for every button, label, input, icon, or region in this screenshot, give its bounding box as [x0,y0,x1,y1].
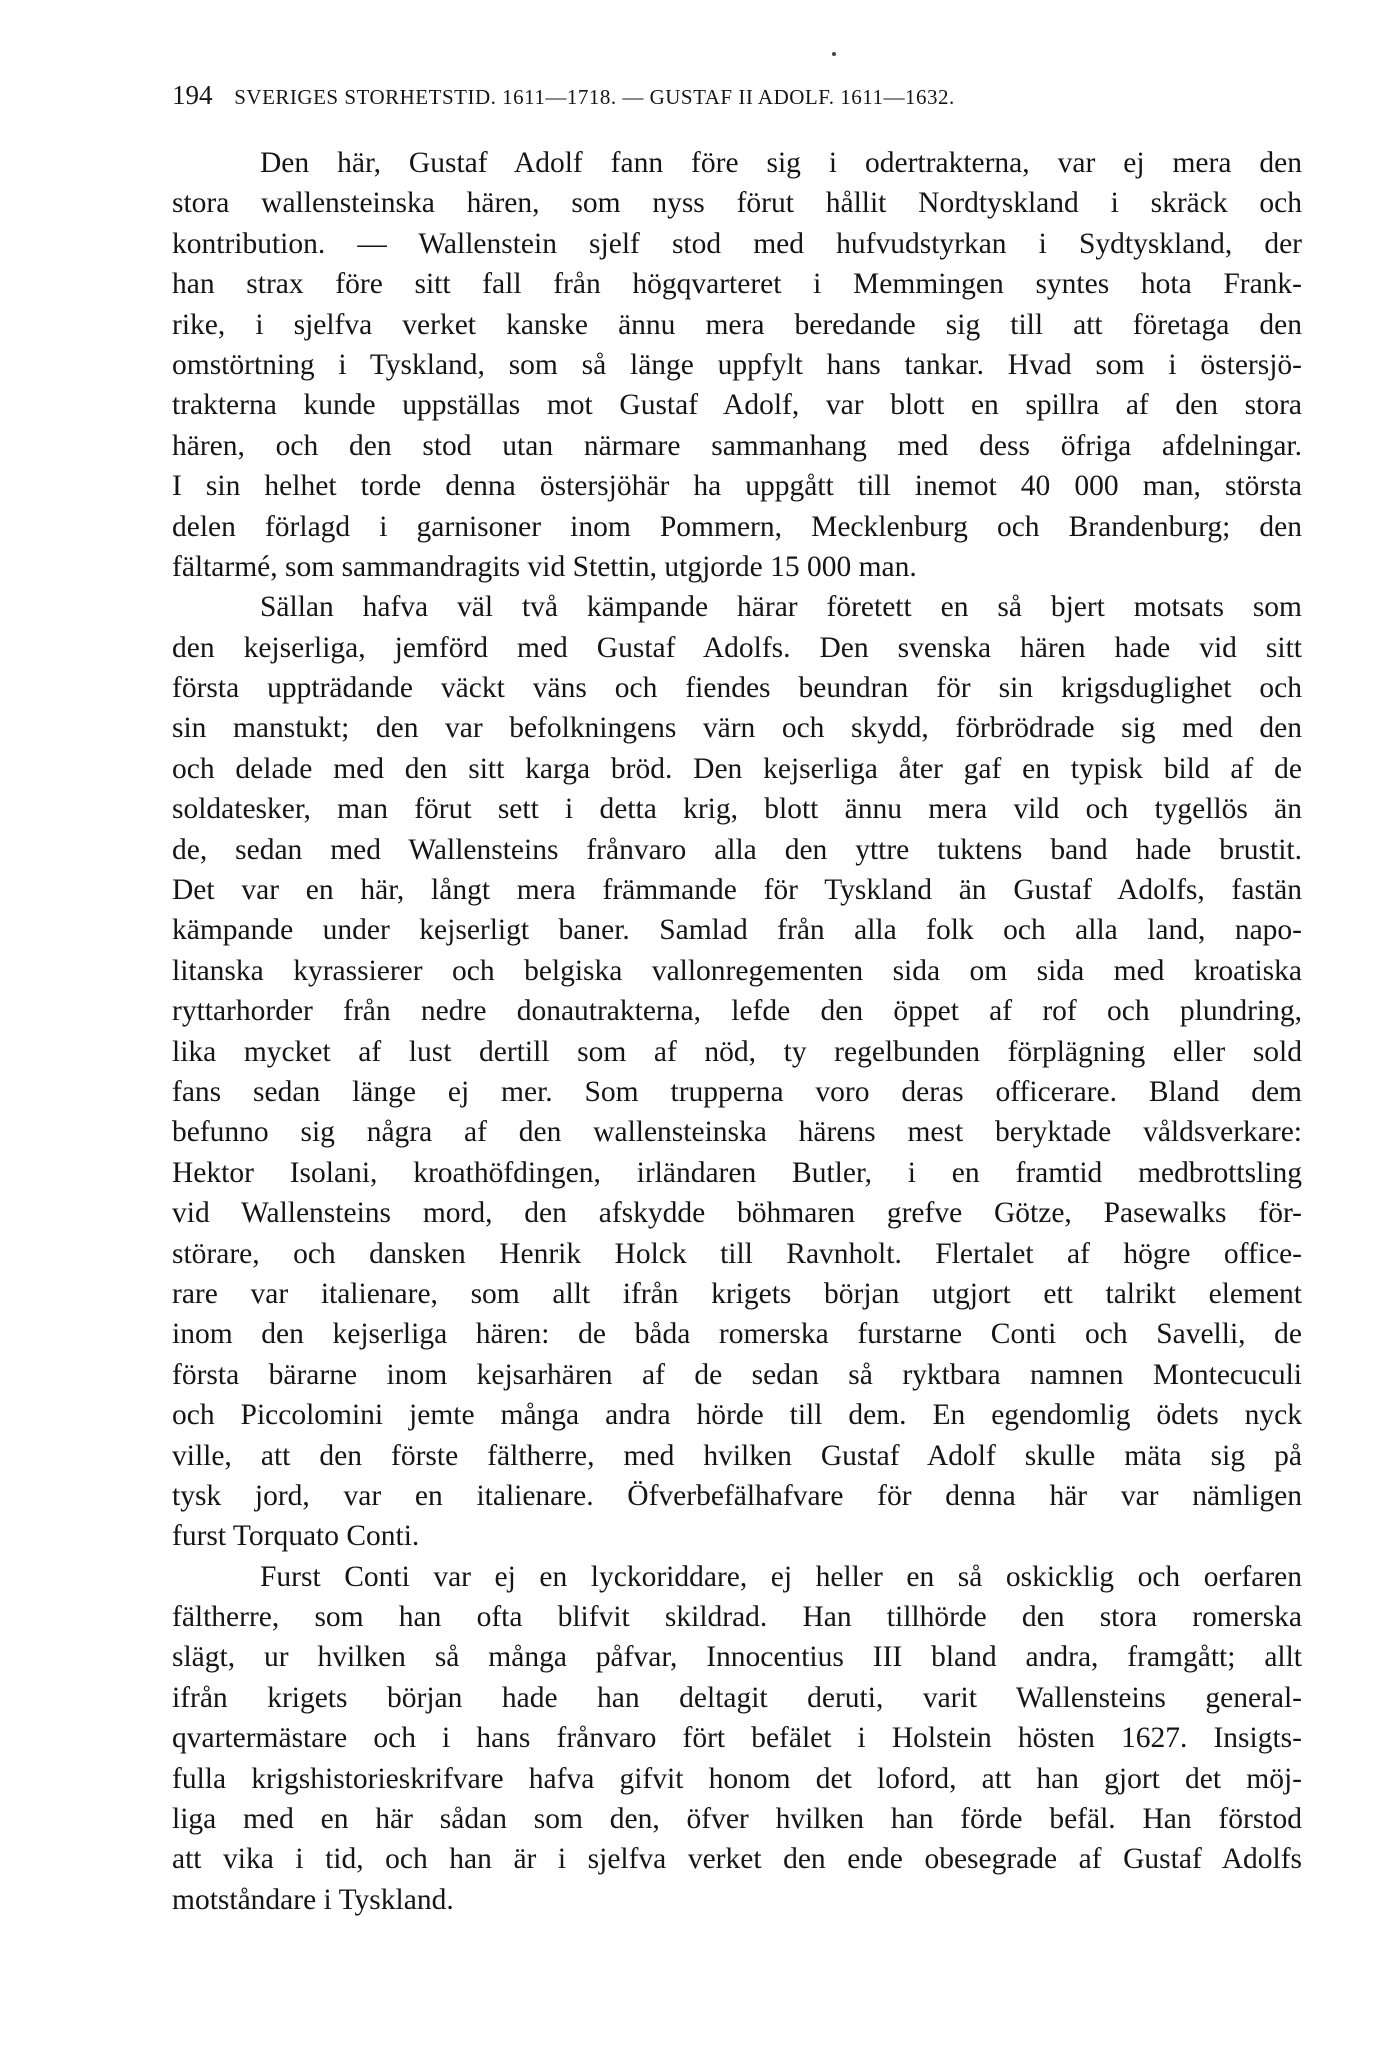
paragraph [172,587,1302,1556]
text-line: ville, att den förste fältherre, med hvilken Gustaf Adolf skulle mäta sig på [172,1439,1302,1472]
text-line: Sällan hafva väl två kämpande härar företett en så bjert motsats som [260,591,1302,624]
text-line: I sin helhet torde denna östersjöhär ha uppgått till inemot 40 000 man, största [172,470,1302,503]
print-speck [832,52,836,56]
text-line: sin manstukt; den var befolkningens värn och skydd, förbrödrade sig med den [172,712,1302,745]
text-line: kontribution. — Wallenstein sjelf stod med hufvudstyrkan i Sydtyskland, der [172,227,1302,260]
body-text [172,143,1302,1920]
text-line: befunno sig några af den wallensteinska härens mest beryktade våldsverkare: [172,1116,1302,1149]
text-line: soldatesker, man förut sett i detta krig, blott ännu mera vild och tygellös än [172,793,1302,826]
text-line: rare var italienare, som allt ifrån krigets början utgjort ett talrikt element [172,1277,1302,1310]
text-line: störare, och dansken Henrik Holck till Ravnholt. Flertalet af högre office- [172,1237,1302,1270]
text-line: första uppträdande väckt väns och fiendes beundran för sin krigsduglighet och [172,672,1302,705]
text-line: kämpande under kejserligt baner. Samlad från alla folk och alla land, napo- [172,914,1302,947]
text-line: fulla krigshistorieskrifvare hafva gifvit honom det loford, att han gjort det möj- [172,1762,1302,1795]
text-line: qvartermästare och i hans frånvaro fört befälet i Holstein hösten 1627. Insigts- [172,1722,1302,1755]
text-line: Furst Conti var ej en lyckoriddare, ej heller en så oskicklig och oerfaren [260,1560,1302,1593]
text-line: delen förlagd i garnisoner inom Pommern, Mecklenburg och Brandenburg; den [172,510,1302,543]
text-line: och delade med den sitt karga bröd. Den kejserliga åter gaf en typisk bild af de [172,752,1302,785]
text-line: Den här, Gustaf Adolf fann före sig i odertrakterna, var ej mera den [260,147,1302,179]
text-line: och Piccolomini jemte många andra hörde till dem. En egendomlig ödets nyck [172,1399,1302,1432]
text-line: liga med en här sådan som den, öfver hvilken han förde befäl. Han förstod [172,1803,1302,1836]
text-line: trakterna kunde uppställas mot Gustaf Adolf, var blott en spillra af den stora [172,389,1302,422]
text-line: Hektor Isolani, kroathöfdingen, irländaren Butler, i en framtid medbrottsling [172,1156,1302,1189]
paragraph [172,1557,1302,1921]
text-line: han strax före sitt fall från högqvarteret i Memmingen syntes hota Frank- [172,268,1302,301]
text-line: litanska kyrassierer och belgiska vallonregementen sida om sida med kroatiska [172,954,1302,987]
text-line: fältherre, som han ofta blifvit skildrad. Han tillhörde den stora romerska [172,1601,1302,1634]
text-line: furst Torquato Conti. [172,1520,420,1553]
text-line: motståndare i Tyskland. [172,1883,454,1916]
text-line: att vika i tid, och han är i sjelfva verket den ende obesegrade af Gustaf Adolfs [172,1843,1302,1876]
text-line: vid Wallensteins mord, den afskydde böhmaren grefve Götze, Pasewalks för- [172,1197,1302,1230]
text-line: tysk jord, var en italienare. Öfverbefälhafvare för denna här var nämligen [172,1479,1302,1512]
text-line: rike, i sjelfva verket kanske ännu mera beredande sig till att företaga den [172,308,1302,341]
text-line: ifrån krigets början hade han deltagit deruti, varit Wallensteins general- [172,1681,1302,1714]
text-line: första bärarne inom kejsarhären af de sedan så ryktbara namnen Montecuculi [172,1358,1302,1391]
text-line: lika mycket af lust dertill som af nöd, ty regelbunden förplägning eller sold [172,1035,1302,1068]
text-line: stora wallensteinska hären, som nyss förut hållit Nordtyskland i skräck och [172,187,1302,220]
text-line: den kejserliga, jemförd med Gustaf Adolfs. Den svenska hären hade vid sitt [172,631,1302,664]
text-line: Det var en här, långt mera främmande för Tyskland än Gustaf Adolfs, fastän [172,874,1302,907]
running-title: SVERIGES STORHETSTID. 1611—1718. — GUSTAF II ADOLF. 1611—1632. [234,85,955,109]
running-head [172,80,1302,112]
text-line: hären, och den stod utan närmare sammanhang med dess öfriga afdelningar. [172,429,1302,462]
page-number: 194 [172,80,213,110]
text-line: omstörtning i Tyskland, som så länge uppfylt hans tankar. Hvad som i östersjö- [172,348,1302,381]
text-line: fältarmé, som sammandragits vid Stettin, utgjorde 15 000 man. [172,550,917,583]
text-line: fans sedan länge ej mer. Som trupperna voro deras officerare. Bland dem [172,1075,1302,1108]
paragraph [172,143,1302,587]
text-line: slägt, ur hvilken så många påfvar, Innocentius III bland andra, framgått; allt [172,1641,1302,1674]
text-line: inom den kejserliga hären: de båda romerska furstarne Conti och Savelli, de [172,1318,1302,1351]
text-line: de, sedan med Wallensteins frånvaro alla den yttre tuktens band hade brustit. [172,833,1302,866]
text-line: ryttarhorder från nedre donautrakterna, lefde den öppet af rof och plundring, [172,995,1302,1028]
